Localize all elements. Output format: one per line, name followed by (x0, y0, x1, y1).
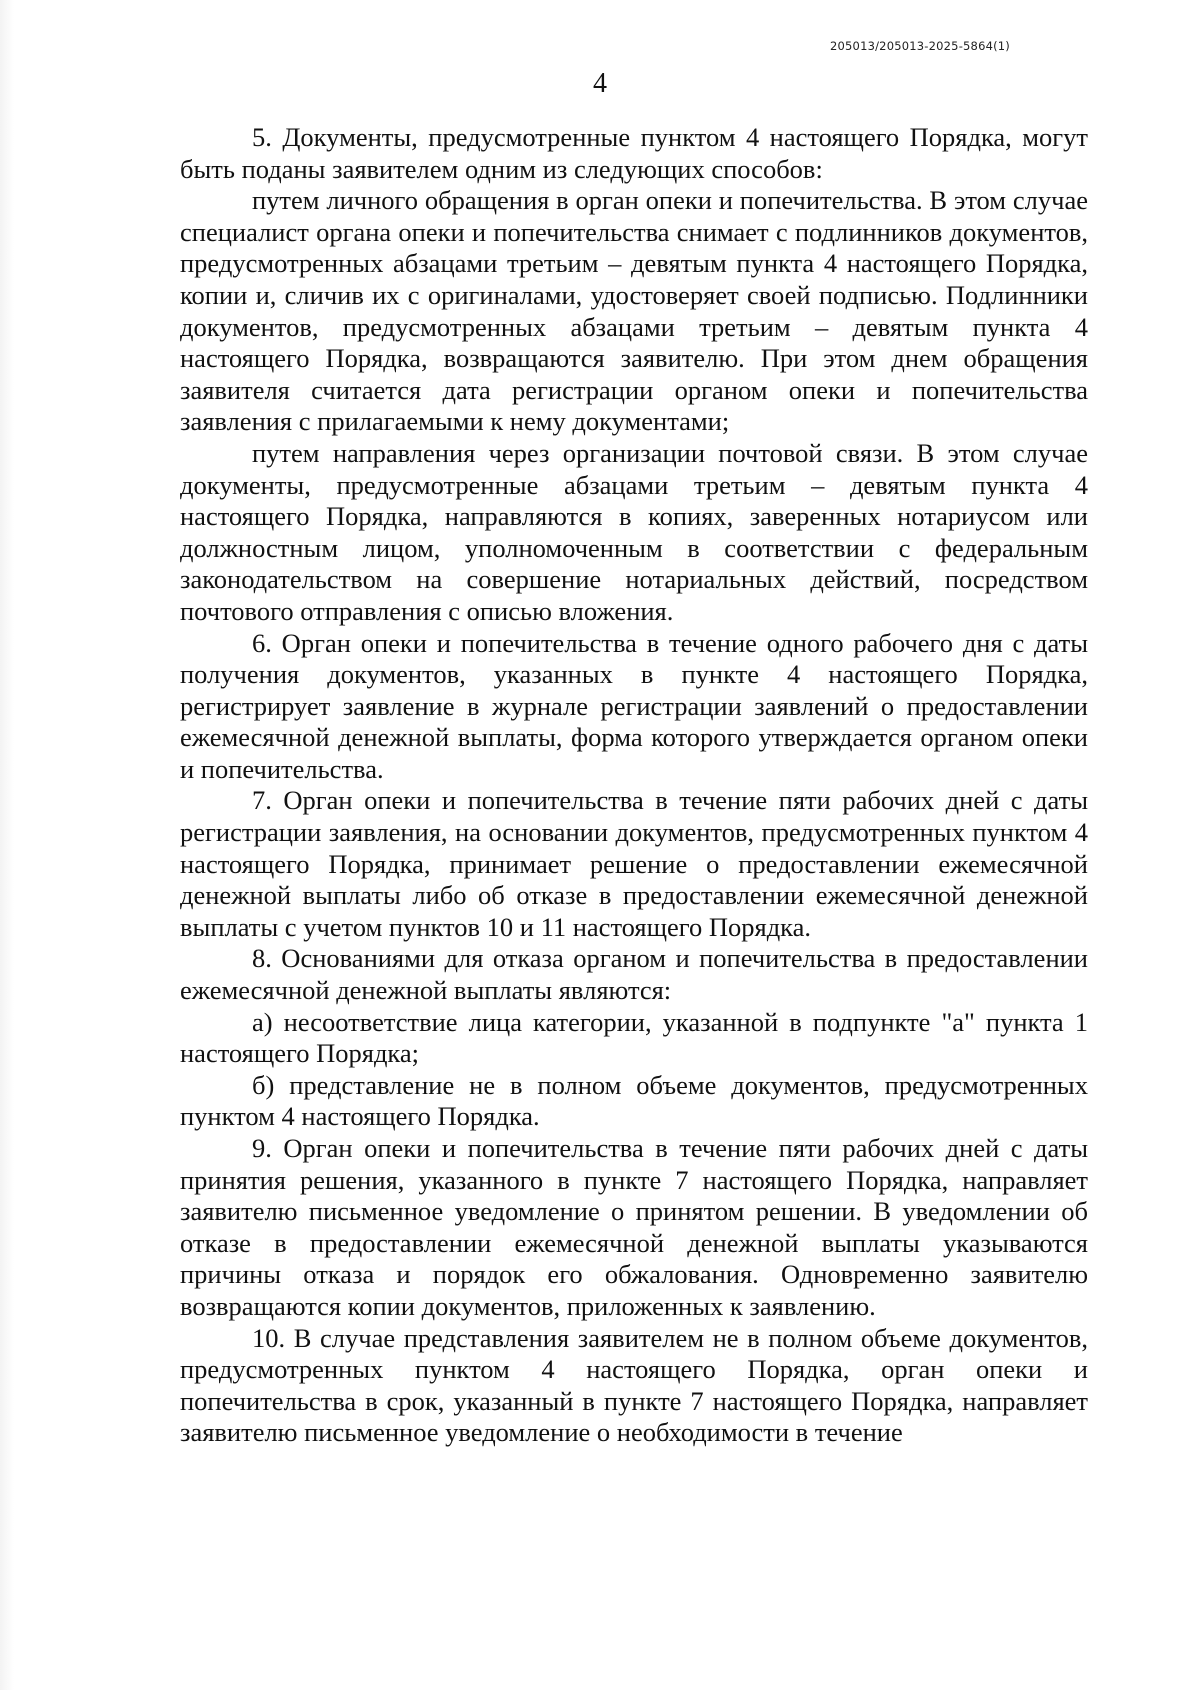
paragraph-5-personal-submission: путем личного обращения в орган опеки и попечительства. В этом случае специалист органа опеки и попечительства снимает с подлинников документов, предусмотренных абзацами третьим – девятым пункта 4 настоящего Порядка, копии и, сличив их с оригиналами, удостоверяет своей подписью. Подлинники документов, предусмотренных абзацами третьим – девятым пункта 4 настоящего Порядка, возвращаются заявителю. При этом днем обращения заявителя считается дата регистрации органом опеки и попечительства заявления с прилагаемыми к нему документами; (180, 185, 1088, 437)
paragraph-5: 5. Документы, предусмотренные пунктом 4 настоящего Порядка, могут быть поданы заявителем одним из следующих способов: (180, 122, 1088, 184)
paragraph-8-item-b: б) представление не в полном объеме документов, предусмотренных пунктом 4 настоящего Порядка. (180, 1069, 1088, 1132)
document-registration-number: 205013/205013-2025-5864(1) (830, 39, 1010, 53)
paragraph-5-postal-submission: путем направления через организации почтовой связи. В этом случае документы, предусмотренные абзацами третьим – девятым пункта 4 настоящего Порядка, направляются в копиях, заверенных нотариусом или должностным лицом, уполномоченным в соответствии с федеральным законодательством на совершение нотариальных действий, посредством почтового отправления с описью вложения. (180, 437, 1088, 626)
scan-edge (0, 0, 14, 1690)
paragraph-8-item-a: а) несоответствие лица категории, указанной в подпункте "а" пункта 1 настоящего Порядка; (180, 1006, 1088, 1069)
paragraph-9: 9. Орган опеки и попечительства в течение пяти рабочих дней с даты принятия решения, указанного в пункте 7 настоящего Порядка, направляет заявителю письменное уведомление о принятом решении. В уведомлении об отказе в предоставлении ежемесячной денежной выплаты указываются причины отказа и порядок его обжалования. Одновременно заявителю возвращаются копии документов, приложенных к заявлению. (180, 1133, 1088, 1321)
document-body (180, 122, 1088, 1449)
page-number: 4 (593, 68, 607, 99)
paragraph-7: 7. Орган опеки и попечительства в течение пяти рабочих дней с даты регистрации заявления, на основании документов, предусмотренных пунктом 4 настоящего Порядка, принимает решение о предоставлении ежемесячной денежной выплаты либо об отказе в предоставлении ежемесячной денежной выплаты с учетом пунктов 10 и 11 настоящего Порядка. (180, 785, 1088, 942)
paragraph-10: 10. В случае представления заявителем не в полном объеме документов, предусмотренных пунктом 4 настоящего Порядка, орган опеки и попечительства в срок, указанный в пункте 7 настоящего Порядка, направляет заявителю письменное уведомление о необходимости в течение (180, 1322, 1088, 1448)
paragraph-6: 6. Орган опеки и попечительства в течение одного рабочего дня с даты получения документов, указанных в пункте 4 настоящего Порядка, регистрирует заявление в журнале регистрации заявлений о предоставлении ежемесячной денежной выплаты, форма которого утверждается органом опеки и попечительства. (180, 627, 1088, 784)
paragraph-8: 8. Основаниями для отказа органом и попечительства в предоставлении ежемесячной денежной выплаты являются: (180, 943, 1088, 1006)
